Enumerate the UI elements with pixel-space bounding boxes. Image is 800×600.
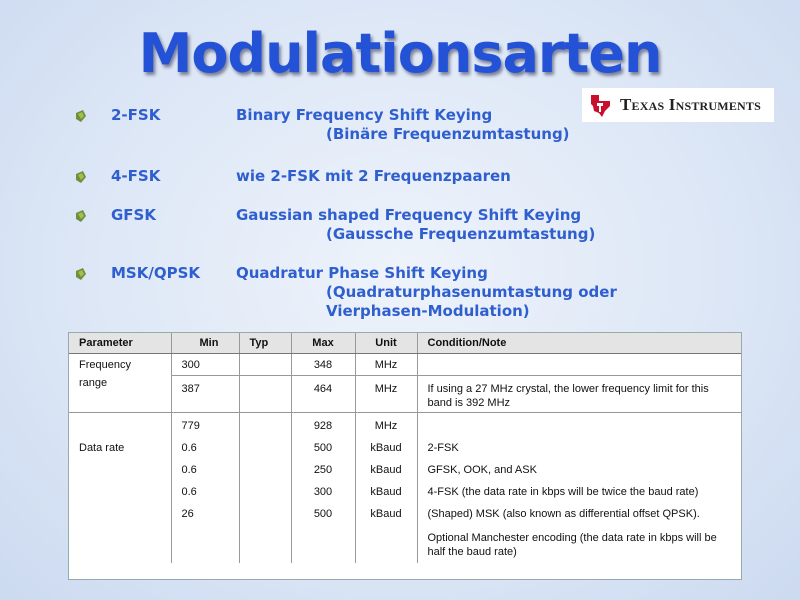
cell-typ bbox=[239, 354, 291, 376]
cell-max: 500 bbox=[291, 435, 355, 457]
cell-param bbox=[69, 501, 171, 523]
cell-min: 26 bbox=[171, 501, 239, 523]
bullet-icon bbox=[74, 209, 88, 223]
table-row bbox=[69, 435, 741, 457]
cell-min: 0.6 bbox=[171, 457, 239, 479]
cell-min: 779 bbox=[171, 413, 239, 436]
bullet-icon bbox=[74, 109, 88, 123]
cell-condition: If using a 27 MHz crystal, the lower frequency limit for this band is 392 MHz bbox=[417, 376, 741, 413]
cell-condition: GFSK, OOK, and ASK bbox=[427, 464, 537, 476]
cell-param bbox=[69, 457, 171, 479]
cell-condition: 4-FSK (the data rate in kbps will be twice the baud rate) bbox=[427, 486, 699, 498]
cell-unit: MHz bbox=[355, 376, 417, 413]
bullet-description: Quadratur Phase Shift Keying bbox=[236, 264, 488, 282]
cell-min: 387 bbox=[171, 376, 239, 413]
table-row bbox=[69, 457, 741, 479]
cell-max: 500 bbox=[291, 501, 355, 523]
cell-max: 928 bbox=[291, 413, 355, 436]
bullet-icon bbox=[74, 170, 88, 184]
cell-param: Data rate bbox=[69, 435, 171, 457]
cell-typ bbox=[239, 501, 291, 523]
bullet-subline: (Quadraturphasenumtastung oder bbox=[326, 283, 617, 301]
cell-max: 250 bbox=[291, 457, 355, 479]
bullet-subline: (Gaussche Frequenzumtastung) bbox=[326, 225, 596, 243]
cell-unit: kBaud bbox=[355, 435, 417, 457]
cell-typ bbox=[239, 413, 291, 436]
cell-param bbox=[69, 523, 171, 563]
cell-condition bbox=[417, 413, 741, 436]
cell-unit: kBaud bbox=[355, 457, 417, 479]
list-item bbox=[74, 106, 594, 150]
logo-text: Texas Instruments bbox=[620, 95, 761, 114]
bullet-description: Binary Frequency Shift Keying bbox=[236, 106, 493, 124]
header-unit: Unit bbox=[355, 333, 417, 354]
cell-min bbox=[171, 523, 239, 563]
cell-param: range bbox=[69, 376, 171, 413]
cell-param: Frequency bbox=[69, 354, 171, 376]
cell-condition: (Shaped) MSK (also known as differential offset QPSK). bbox=[427, 508, 700, 520]
header-typ: Typ bbox=[239, 333, 291, 354]
cell-typ bbox=[239, 523, 291, 563]
cell-unit: MHz bbox=[355, 413, 417, 436]
bullet-description: wie 2-FSK mit 2 Frequenzpaaren bbox=[236, 167, 511, 185]
cell-condition: 2-FSK bbox=[427, 442, 459, 454]
cell-condition bbox=[417, 354, 741, 376]
table-row bbox=[69, 354, 741, 376]
cell-typ bbox=[239, 435, 291, 457]
bullet-term: GFSK bbox=[111, 206, 156, 224]
list-item bbox=[74, 206, 594, 250]
texas-instruments-logo bbox=[582, 88, 774, 122]
cell-min: 0.6 bbox=[171, 479, 239, 501]
table-row bbox=[69, 479, 741, 501]
cell-max: 464 bbox=[291, 376, 355, 413]
header-condition: Condition/Note bbox=[417, 333, 741, 354]
bullet-term: MSK/QPSK bbox=[111, 264, 201, 282]
slide-title: Modulationsarten bbox=[138, 22, 662, 85]
cell-param bbox=[69, 479, 171, 501]
cell-unit bbox=[355, 523, 417, 563]
cell-unit: kBaud bbox=[355, 479, 417, 501]
cell-max: 348 bbox=[291, 354, 355, 376]
table-row bbox=[69, 523, 741, 563]
table-header-row bbox=[69, 333, 741, 354]
header-parameter: Parameter bbox=[69, 333, 171, 354]
bullet-icon bbox=[74, 267, 88, 281]
cell-unit: MHz bbox=[355, 354, 417, 376]
cell-typ bbox=[239, 376, 291, 413]
cell-param bbox=[69, 413, 171, 436]
header-max: Max bbox=[291, 333, 355, 354]
cell-min: 300 bbox=[171, 354, 239, 376]
cell-condition: Optional Manchester encoding (the data rate in kbps will be half the baud rate) bbox=[427, 532, 717, 558]
cell-unit: kBaud bbox=[355, 501, 417, 523]
cell-typ bbox=[239, 479, 291, 501]
list-item bbox=[74, 167, 594, 189]
cell-typ bbox=[239, 457, 291, 479]
cell-max: 300 bbox=[291, 479, 355, 501]
cell-min: 0.6 bbox=[171, 435, 239, 457]
bullet-term: 4-FSK bbox=[111, 167, 161, 185]
bullet-term: 2-FSK bbox=[111, 106, 161, 124]
bullet-description: Gaussian shaped Frequency Shift Keying bbox=[236, 206, 582, 224]
bullet-subline: Vierphasen-Modulation) bbox=[326, 302, 530, 320]
spec-table bbox=[68, 332, 742, 580]
table-row bbox=[69, 501, 741, 523]
cell-max bbox=[291, 523, 355, 563]
header-min: Min bbox=[171, 333, 239, 354]
table-row bbox=[69, 413, 741, 436]
bullet-subline: (Binäre Frequenzumtastung) bbox=[326, 125, 570, 143]
table-row bbox=[69, 376, 741, 413]
list-item bbox=[74, 264, 617, 326]
